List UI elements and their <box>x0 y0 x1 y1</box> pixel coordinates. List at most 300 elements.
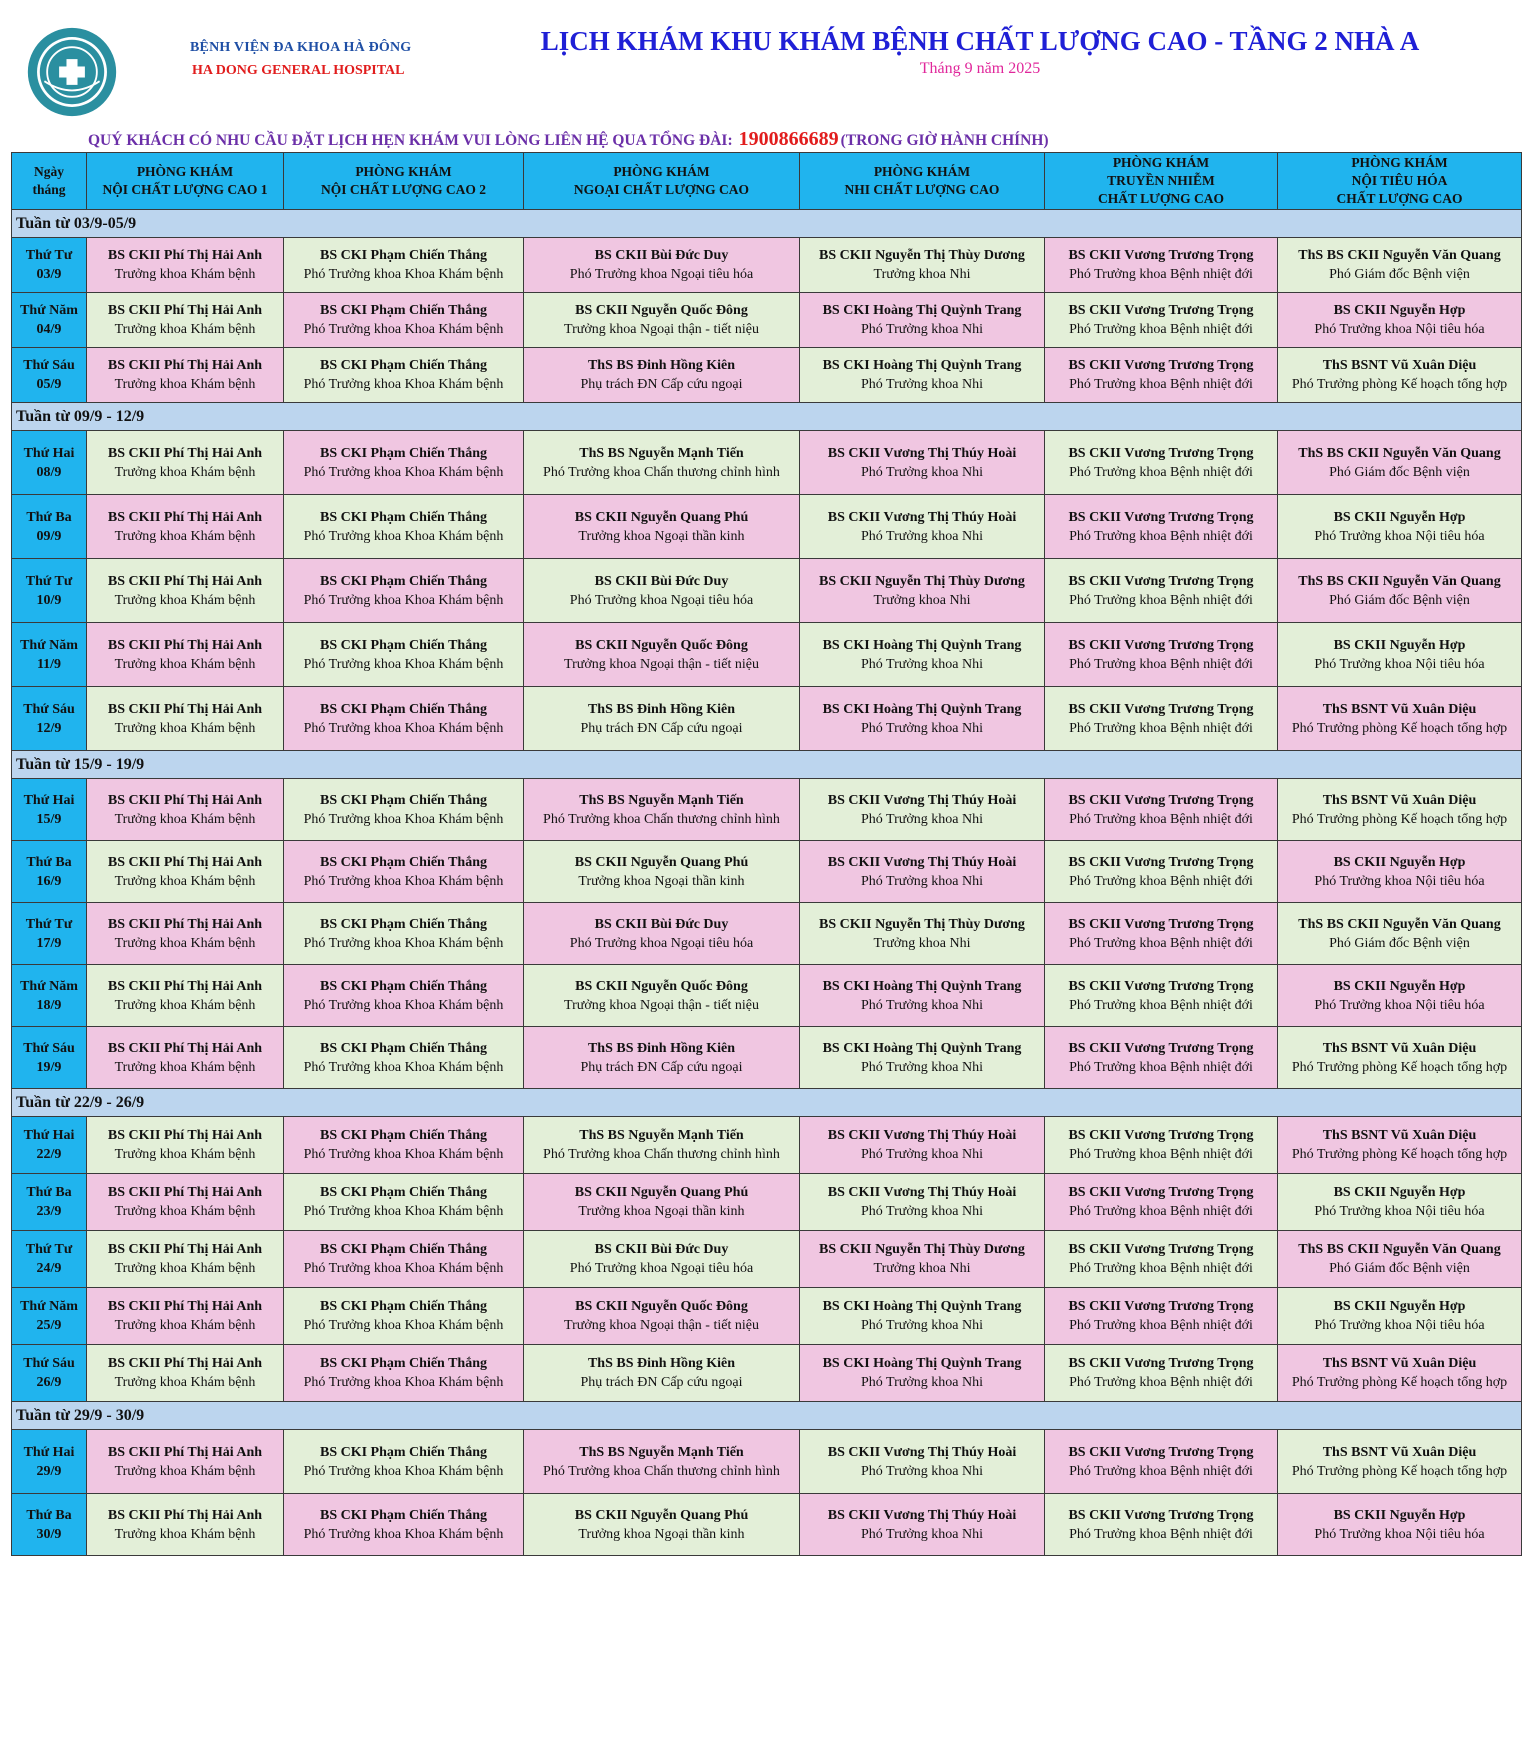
doctor-name: BS CKII Vương Thị Thúy Hoài <box>827 854 1017 870</box>
col-header-clinic-5 <box>1045 153 1278 210</box>
schedule-row <box>12 1345 1522 1402</box>
doctor-cell <box>1045 623 1278 687</box>
day-date: 30/9 <box>36 1526 62 1542</box>
doctor-name: BS CKII Phí Thị Hải Anh <box>107 1128 263 1143</box>
doctor-name: BS CKII Nguyễn Quang Phú <box>574 1507 749 1523</box>
doctor-cell <box>1045 841 1278 903</box>
week-label: Tuần từ 29/9 - 30/9 <box>12 1402 1522 1430</box>
doctor-cell <box>1278 903 1522 965</box>
col-header-line: PHÒNG KHÁM <box>1351 155 1448 170</box>
day-name: Thứ Ba <box>26 509 72 525</box>
doctor-name: BS CKII Nguyễn Hợp <box>1333 509 1466 525</box>
doctor-cell <box>87 779 284 841</box>
doctor-name: BS CKII Nguyễn Hợp <box>1333 1507 1466 1523</box>
doctor-name: BS CKII Phí Thị Hải Anh <box>107 1444 263 1460</box>
doctor-name: BS CKI Phạm Chiến Thắng <box>319 792 487 808</box>
doctor-name: BS CKII Phí Thị Hải Anh <box>107 445 263 461</box>
doctor-position: Phó Trưởng khoa Nhi <box>861 1526 983 1542</box>
col-header-line: PHÒNG KHÁM <box>613 164 710 179</box>
doctor-position: Phó Trưởng khoa Khoa Khám bệnh <box>303 592 504 608</box>
doctor-name: ThS BS CKII Nguyễn Văn Quang <box>1298 573 1501 589</box>
doctor-name: BS CKII Vương Trương Trọng <box>1068 1444 1254 1460</box>
doctor-name: BS CKII Phí Thị Hải Anh <box>107 509 263 525</box>
doctor-position: Phó Trưởng khoa Nhi <box>861 377 983 392</box>
doctor-cell <box>1278 238 1522 293</box>
doctor-position: Phó Giám đốc Bệnh viện <box>1329 267 1470 282</box>
day-date: 17/9 <box>36 935 62 951</box>
col-header-line: NỘI CHẤT LƯỢNG CAO 1 <box>102 182 268 197</box>
week-header-row <box>12 1402 1522 1430</box>
doctor-name: BS CKI Phạm Chiến Thắng <box>319 1242 487 1257</box>
doctor-cell <box>284 559 524 623</box>
doctor-cell <box>1045 1174 1278 1231</box>
doctor-cell <box>800 779 1045 841</box>
doctor-cell <box>800 623 1045 687</box>
col-header-line: PHÒNG KHÁM <box>355 164 452 179</box>
day-name: Thứ Sáu <box>23 1040 75 1056</box>
doctor-position: Phó Trưởng khoa Nhi <box>861 1147 983 1162</box>
doctor-name: BS CKII Vương Trương Trọng <box>1068 509 1254 525</box>
doctor-position: Phó Trưởng khoa Nội tiêu hóa <box>1314 528 1485 544</box>
doctor-cell <box>524 431 800 495</box>
schedule-row <box>12 965 1522 1027</box>
week-label: Tuần từ 22/9 - 26/9 <box>12 1089 1522 1117</box>
doctor-cell <box>1278 1345 1522 1402</box>
doctor-cell <box>1045 1027 1278 1089</box>
doctor-cell <box>1045 1430 1278 1494</box>
doctor-position: Phó Trưởng khoa Khoa Khám bệnh <box>303 873 504 889</box>
doctor-name: ThS BSNT Vũ Xuân Diệu <box>1322 1444 1477 1460</box>
doctor-position: Phó Trưởng khoa Chấn thương chỉnh hình <box>543 1463 780 1479</box>
doctor-name: ThS BS CKII Nguyễn Văn Quang <box>1298 1242 1501 1257</box>
doctor-cell <box>1045 559 1278 623</box>
day-name: Thứ Sáu <box>23 1356 75 1371</box>
doctor-cell <box>284 1345 524 1402</box>
doctor-position: Phó Trưởng khoa Nội tiêu hóa <box>1314 1318 1485 1333</box>
doctor-name: BS CKII Nguyễn Hợp <box>1333 637 1466 653</box>
doctor-position: Phó Trưởng khoa Bệnh nhiệt đới <box>1069 322 1253 337</box>
doctor-name: BS CKII Nguyễn Hợp <box>1333 1185 1466 1200</box>
doctor-position: Phó Trưởng khoa Bệnh nhiệt đới <box>1069 528 1253 544</box>
doctor-position: Phó Trưởng khoa Nhi <box>861 1059 983 1075</box>
doctor-cell <box>284 1430 524 1494</box>
day-date: 08/9 <box>36 464 62 480</box>
week-label: Tuần từ 15/9 - 19/9 <box>12 751 1522 779</box>
doctor-name: BS CKII Vương Trương Trọng <box>1068 573 1254 589</box>
doctor-cell <box>800 1288 1045 1345</box>
doctor-name: BS CKI Phạm Chiến Thắng <box>319 978 487 994</box>
doctor-position: Phó Trưởng khoa Khoa Khám bệnh <box>303 1463 504 1479</box>
doctor-position: Phó Trưởng khoa Khoa Khám bệnh <box>303 1375 504 1390</box>
doctor-position: Trưởng khoa Ngoại thận - tiết niệu <box>564 997 759 1013</box>
doctor-cell <box>524 1027 800 1089</box>
doctor-cell <box>800 841 1045 903</box>
doctor-position: Phó Trưởng khoa Khoa Khám bệnh <box>303 267 504 282</box>
doctor-position: Phó Trưởng phòng Kế hoạch tổng hợp <box>1291 1463 1508 1479</box>
doctor-cell <box>800 1117 1045 1174</box>
doctor-position: Trưởng khoa Khám bệnh <box>114 935 256 951</box>
doctor-name: BS CKII Vương Trương Trọng <box>1068 916 1254 932</box>
doctor-name: ThS BSNT Vũ Xuân Diệu <box>1322 1040 1477 1056</box>
doctor-position: Phó Trưởng khoa Nội tiêu hóa <box>1314 322 1485 337</box>
week-label: Tuần từ 09/9 - 12/9 <box>12 403 1522 431</box>
doctor-position: Phó Trưởng khoa Khoa Khám bệnh <box>303 377 504 392</box>
doctor-cell <box>284 965 524 1027</box>
doctor-name: BS CKI Phạm Chiến Thắng <box>319 1128 487 1143</box>
doctor-cell <box>524 1231 800 1288</box>
doctor-position: Phó Trưởng khoa Bệnh nhiệt đới <box>1069 1059 1253 1075</box>
doctor-name: BS CKII Nguyễn Quang Phú <box>574 509 749 525</box>
doctor-name: BS CKII Phí Thị Hải Anh <box>107 248 263 263</box>
col-header-clinic-6 <box>1278 153 1522 210</box>
day-name: Thứ Năm <box>20 978 78 994</box>
doctor-cell <box>524 1345 800 1402</box>
doctor-name: BS CKII Vương Trương Trọng <box>1068 854 1254 870</box>
doctor-cell <box>1278 1231 1522 1288</box>
doctor-name: BS CKII Phí Thị Hải Anh <box>107 1299 263 1314</box>
doctor-cell <box>1045 348 1278 403</box>
day-name: Thứ Ba <box>26 1507 72 1523</box>
doctor-name: BS CKII Phí Thị Hải Anh <box>107 1242 263 1257</box>
doctor-cell <box>800 1345 1045 1402</box>
doctor-cell <box>87 1430 284 1494</box>
doctor-position: Phó Trưởng khoa Bệnh nhiệt đới <box>1069 997 1253 1013</box>
doctor-name: BS CKI Hoàng Thị Quỳnh Trang <box>822 303 1022 318</box>
doctor-position: Phó Trưởng khoa Khoa Khám bệnh <box>303 997 504 1013</box>
doctor-name: BS CKII Phí Thị Hải Anh <box>107 916 263 932</box>
doctor-name: BS CKII Vương Thị Thúy Hoài <box>827 1128 1017 1143</box>
doctor-cell <box>87 348 284 403</box>
doctor-cell <box>800 348 1045 403</box>
doctor-position: Phó Trưởng khoa Bệnh nhiệt đới <box>1069 1147 1253 1162</box>
doctor-name: BS CKII Nguyễn Quốc Đông <box>575 1299 748 1314</box>
doctor-cell <box>800 965 1045 1027</box>
doctor-position: Phó Trưởng phòng Kế hoạch tổng hợp <box>1291 720 1508 736</box>
doctor-position: Trưởng khoa Khám bệnh <box>114 377 256 392</box>
doctor-name: BS CKII Bùi Đức Duy <box>594 248 729 263</box>
doctor-name: BS CKI Phạm Chiến Thắng <box>319 1356 487 1371</box>
doctor-position: Trưởng khoa Khám bệnh <box>114 1147 256 1162</box>
doctor-name: BS CKI Phạm Chiến Thắng <box>319 358 487 373</box>
doctor-position: Phó Trưởng khoa Bệnh nhiệt đới <box>1069 811 1253 827</box>
day-date: 29/9 <box>36 1463 62 1479</box>
day-name: Thứ Hai <box>23 792 75 808</box>
schedule-row <box>12 1430 1522 1494</box>
doctor-name: BS CKII Vương Thị Thúy Hoài <box>827 1507 1017 1523</box>
doctor-position: Trưởng khoa Khám bệnh <box>114 1261 256 1276</box>
doctor-name: BS CKII Phí Thị Hải Anh <box>107 573 263 589</box>
doctor-name: BS CKI Phạm Chiến Thắng <box>319 701 487 717</box>
doctor-position: Phó Trưởng khoa Nhi <box>861 720 983 736</box>
doctor-name: BS CKI Phạm Chiến Thắng <box>319 637 487 653</box>
doctor-cell <box>524 1117 800 1174</box>
doctor-name: BS CKI Phạm Chiến Thắng <box>319 916 487 932</box>
doctor-position: Phó Trưởng khoa Bệnh nhiệt đới <box>1069 1375 1253 1390</box>
day-name: Thứ Ba <box>26 1185 72 1200</box>
day-cell <box>12 495 87 559</box>
col-header-line: tháng <box>32 182 66 197</box>
doctor-cell <box>524 238 800 293</box>
day-cell <box>12 1174 87 1231</box>
doctor-cell <box>284 1174 524 1231</box>
doctor-cell <box>524 495 800 559</box>
doctor-position: Trưởng khoa Khám bệnh <box>114 464 256 480</box>
week-header-row <box>12 210 1522 238</box>
doctor-position: Phó Trưởng khoa Bệnh nhiệt đới <box>1069 1526 1253 1542</box>
col-header-line: NỘI CHẤT LƯỢNG CAO 2 <box>320 182 486 197</box>
doctor-position: Trưởng khoa Khám bệnh <box>114 1059 256 1075</box>
doctor-cell <box>284 293 524 348</box>
doctor-name: BS CKII Nguyễn Quốc Đông <box>575 637 748 653</box>
page-title: LỊCH KHÁM KHU KHÁM BỆNH CHẤT LƯỢNG CAO - TẦNG 2 NHÀ A <box>540 26 1420 56</box>
doctor-cell <box>800 431 1045 495</box>
doctor-name: BS CKII Vương Trương Trọng <box>1068 792 1254 808</box>
col-header-line: PHÒNG KHÁM <box>136 164 234 179</box>
col-header-clinic-1 <box>87 153 284 210</box>
doctor-cell <box>524 559 800 623</box>
day-date: 24/9 <box>36 1261 62 1276</box>
doctor-cell <box>524 841 800 903</box>
doctor-position: Trưởng khoa Ngoại thận - tiết niệu <box>564 322 759 337</box>
doctor-cell <box>1278 1117 1522 1174</box>
col-header-clinic-2 <box>284 153 524 210</box>
doctor-name: BS CKII Phí Thị Hải Anh <box>107 854 263 870</box>
day-cell <box>12 1288 87 1345</box>
day-cell <box>12 1027 87 1089</box>
doctor-name: BS CKII Vương Trương Trọng <box>1068 1242 1254 1257</box>
col-header-line: Ngày <box>34 164 64 179</box>
schedule-row <box>12 431 1522 495</box>
doctor-name: BS CKI Phạm Chiến Thắng <box>319 248 487 263</box>
doctor-position: Phó Trưởng phòng Kế hoạch tổng hợp <box>1291 1147 1508 1162</box>
doctor-cell <box>1278 841 1522 903</box>
doctor-position: Phó Trưởng khoa Nội tiêu hóa <box>1314 997 1485 1013</box>
doctor-cell <box>800 1174 1045 1231</box>
doctor-cell <box>1278 559 1522 623</box>
schedule-row <box>12 779 1522 841</box>
schedule-row <box>12 841 1522 903</box>
doctor-name: BS CKII Nguyễn Hợp <box>1333 978 1466 994</box>
doctor-position: Phó Trưởng khoa Bệnh nhiệt đới <box>1069 656 1253 672</box>
doctor-position: Trưởng khoa Ngoại thận - tiết niệu <box>564 1318 759 1333</box>
day-date: 19/9 <box>36 1059 62 1075</box>
booking-notice <box>88 128 1049 151</box>
doctor-position: Phó Trưởng khoa Chấn thương chỉnh hình <box>543 464 780 480</box>
doctor-position: Trưởng khoa Khám bệnh <box>114 528 256 544</box>
doctor-position: Phó Trưởng khoa Khoa Khám bệnh <box>303 464 504 480</box>
day-date: 09/9 <box>36 528 62 544</box>
day-name: Thứ Sáu <box>23 701 75 717</box>
doctor-position: Phó Trưởng khoa Bệnh nhiệt đới <box>1069 377 1253 392</box>
doctor-cell <box>87 1288 284 1345</box>
doctor-name: BS CKII Vương Trương Trọng <box>1068 248 1254 263</box>
doctor-cell <box>1278 1430 1522 1494</box>
doctor-position: Phó Trưởng khoa Nhi <box>861 528 983 544</box>
doctor-cell <box>87 293 284 348</box>
doctor-cell <box>284 841 524 903</box>
doctor-cell <box>1045 1288 1278 1345</box>
day-cell <box>12 841 87 903</box>
day-name: Thứ Năm <box>20 637 78 653</box>
doctor-cell <box>800 687 1045 751</box>
doctor-name: BS CKII Nguyễn Hợp <box>1333 1299 1466 1314</box>
schedule-row <box>12 1231 1522 1288</box>
doctor-name: BS CKII Vương Thị Thúy Hoài <box>827 509 1017 525</box>
day-date: 15/9 <box>36 811 62 827</box>
week-label: Tuần từ 03/9-05/9 <box>12 210 1522 238</box>
doctor-cell <box>1278 1288 1522 1345</box>
schedule-row <box>12 559 1522 623</box>
doctor-cell <box>524 1430 800 1494</box>
col-header-line: CHẤT LƯỢNG CAO <box>1336 191 1463 206</box>
doctor-position: Trưởng khoa Ngoại thận - tiết niệu <box>564 656 759 672</box>
day-cell <box>12 1117 87 1174</box>
doctor-position: Trưởng khoa Khám bệnh <box>114 592 256 608</box>
day-cell <box>12 779 87 841</box>
doctor-cell <box>800 238 1045 293</box>
doctor-position: Phó Giám đốc Bệnh viện <box>1329 935 1470 951</box>
doctor-name: BS CKI Phạm Chiến Thắng <box>319 445 487 461</box>
doctor-position: Phó Trưởng khoa Nhi <box>861 1204 983 1219</box>
doctor-cell <box>87 687 284 751</box>
doctor-name: BS CKI Hoàng Thị Quỳnh Trang <box>822 701 1022 717</box>
doctor-position: Phó Trưởng khoa Bệnh nhiệt đới <box>1069 935 1253 951</box>
doctor-cell <box>1045 903 1278 965</box>
doctor-name: BS CKII Nguyễn Quang Phú <box>574 854 749 870</box>
doctor-position: Phó Trưởng khoa Ngoại tiêu hóa <box>569 267 754 282</box>
doctor-position: Trưởng khoa Khám bệnh <box>114 997 256 1013</box>
day-date: 23/9 <box>36 1204 62 1219</box>
doctor-position: Trưởng khoa Nhi <box>873 592 971 608</box>
doctor-name: BS CKII Phí Thị Hải Anh <box>107 978 263 994</box>
doctor-cell <box>1045 293 1278 348</box>
week-header-row <box>12 751 1522 779</box>
doctor-position: Trưởng khoa Khám bệnh <box>114 811 256 827</box>
doctor-name: BS CKII Nguyễn Thị Thùy Dương <box>819 1242 1025 1257</box>
day-cell <box>12 559 87 623</box>
doctor-cell <box>1045 495 1278 559</box>
doctor-cell <box>524 293 800 348</box>
day-name: Thứ Năm <box>20 1299 78 1314</box>
doctor-position: Phó Trưởng khoa Khoa Khám bệnh <box>303 656 504 672</box>
doctor-cell <box>87 238 284 293</box>
doctor-name: ThS BS Nguyễn Mạnh Tiến <box>579 792 744 808</box>
doctor-cell <box>1278 1174 1522 1231</box>
schedule-row <box>12 1027 1522 1089</box>
doctor-position: Phó Trưởng khoa Ngoại tiêu hóa <box>569 935 754 951</box>
doctor-name: BS CKII Nguyễn Thị Thùy Dương <box>819 573 1025 589</box>
doctor-position: Phó Trưởng khoa Nhi <box>861 997 983 1013</box>
doctor-name: BS CKI Hoàng Thị Quỳnh Trang <box>822 1299 1022 1314</box>
doctor-cell <box>284 1231 524 1288</box>
doctor-cell <box>800 1231 1045 1288</box>
doctor-cell <box>524 687 800 751</box>
doctor-cell <box>1045 1117 1278 1174</box>
hospital-name-en: HA DONG GENERAL HOSPITAL <box>192 63 405 78</box>
doctor-cell <box>284 903 524 965</box>
doctor-position: Phụ trách ĐN Cấp cứu ngoại <box>580 720 743 736</box>
doctor-name: BS CKII Nguyễn Thị Thùy Dương <box>819 248 1025 263</box>
doctor-name: BS CKII Vương Trương Trọng <box>1068 1128 1254 1143</box>
doctor-name: BS CKII Vương Trương Trọng <box>1068 1356 1254 1371</box>
doctor-cell <box>1278 431 1522 495</box>
doctor-name: BS CKII Phí Thị Hải Anh <box>107 1356 263 1371</box>
doctor-name: BS CKII Vương Thị Thúy Hoài <box>827 1444 1017 1460</box>
day-cell <box>12 965 87 1027</box>
day-cell <box>12 687 87 751</box>
doctor-name: BS CKI Phạm Chiến Thắng <box>319 303 487 318</box>
doctor-name: BS CKII Vương Trương Trọng <box>1068 1040 1254 1056</box>
doctor-name: BS CKII Phí Thị Hải Anh <box>107 1040 263 1056</box>
col-header-line: PHÒNG KHÁM <box>1112 155 1210 170</box>
doctor-cell <box>524 1494 800 1556</box>
hotline-phone[interactable]: 1900866689 <box>738 128 839 150</box>
hospital-name-vn: BỆNH VIỆN ĐA KHOA HÀ ĐÔNG <box>190 40 412 55</box>
schedule-row <box>12 903 1522 965</box>
doctor-position: Phó Trưởng khoa Nội tiêu hóa <box>1314 656 1485 672</box>
doctor-cell <box>524 1288 800 1345</box>
doctor-position: Phó Trưởng khoa Bệnh nhiệt đới <box>1069 464 1253 480</box>
doctor-position: Phó Trưởng khoa Khoa Khám bệnh <box>303 1059 504 1075</box>
doctor-cell <box>524 965 800 1027</box>
doctor-cell <box>284 1494 524 1556</box>
doctor-name: BS CKII Nguyễn Thị Thùy Dương <box>819 916 1025 932</box>
doctor-cell <box>284 1288 524 1345</box>
doctor-position: Trưởng khoa Khám bệnh <box>114 322 256 337</box>
doctor-position: Phó Trưởng khoa Khoa Khám bệnh <box>303 1318 504 1333</box>
doctor-name: BS CKII Nguyễn Hợp <box>1333 303 1466 318</box>
day-date: 16/9 <box>36 873 62 889</box>
doctor-position: Phó Trưởng khoa Nhi <box>861 656 983 672</box>
doctor-cell <box>1045 687 1278 751</box>
schedule-row <box>12 1174 1522 1231</box>
day-date: 10/9 <box>36 592 62 608</box>
doctor-name: BS CKII Phí Thị Hải Anh <box>107 303 263 318</box>
col-header-line: PHÒNG KHÁM <box>873 164 971 179</box>
doctor-position: Phó Trưởng phòng Kế hoạch tổng hợp <box>1291 377 1508 392</box>
doctor-position: Trưởng khoa Nhi <box>873 267 971 282</box>
doctor-position: Phó Trưởng khoa Bệnh nhiệt đới <box>1069 1261 1253 1276</box>
doctor-cell <box>1278 779 1522 841</box>
doctor-name: BS CKII Phí Thị Hải Anh <box>107 792 263 808</box>
doctor-cell <box>1045 431 1278 495</box>
schedule-row <box>12 687 1522 751</box>
day-cell <box>12 1345 87 1402</box>
day-cell <box>12 293 87 348</box>
doctor-cell <box>1278 293 1522 348</box>
doctor-name: BS CKI Phạm Chiến Thắng <box>319 509 487 525</box>
doctor-cell <box>1278 495 1522 559</box>
doctor-cell <box>800 903 1045 965</box>
doctor-cell <box>284 623 524 687</box>
day-date: 18/9 <box>36 997 62 1013</box>
doctor-name: BS CKII Vương Trương Trọng <box>1068 701 1254 717</box>
doctor-cell <box>87 1027 284 1089</box>
schedule-row <box>12 238 1522 293</box>
doctor-name: BS CKI Phạm Chiến Thắng <box>319 1507 487 1523</box>
day-cell <box>12 348 87 403</box>
doctor-position: Phó Trưởng khoa Bệnh nhiệt đới <box>1069 1204 1253 1219</box>
doctor-cell <box>87 1345 284 1402</box>
day-name: Thứ Tư <box>25 573 73 589</box>
doctor-position: Phó Trưởng khoa Nhi <box>861 811 983 827</box>
doctor-name: ThS BS Nguyễn Mạnh Tiến <box>579 1444 744 1460</box>
doctor-name: BS CKII Phí Thị Hải Anh <box>107 1507 263 1523</box>
doctor-name: ThS BS Nguyễn Mạnh Tiến <box>579 1128 744 1143</box>
doctor-name: BS CKII Bùi Đức Duy <box>594 1242 729 1257</box>
doctor-position: Phó Trưởng khoa Chấn thương chỉnh hình <box>543 1147 780 1162</box>
col-header-line: NGOẠI CHẤT LƯỢNG CAO <box>573 182 750 197</box>
